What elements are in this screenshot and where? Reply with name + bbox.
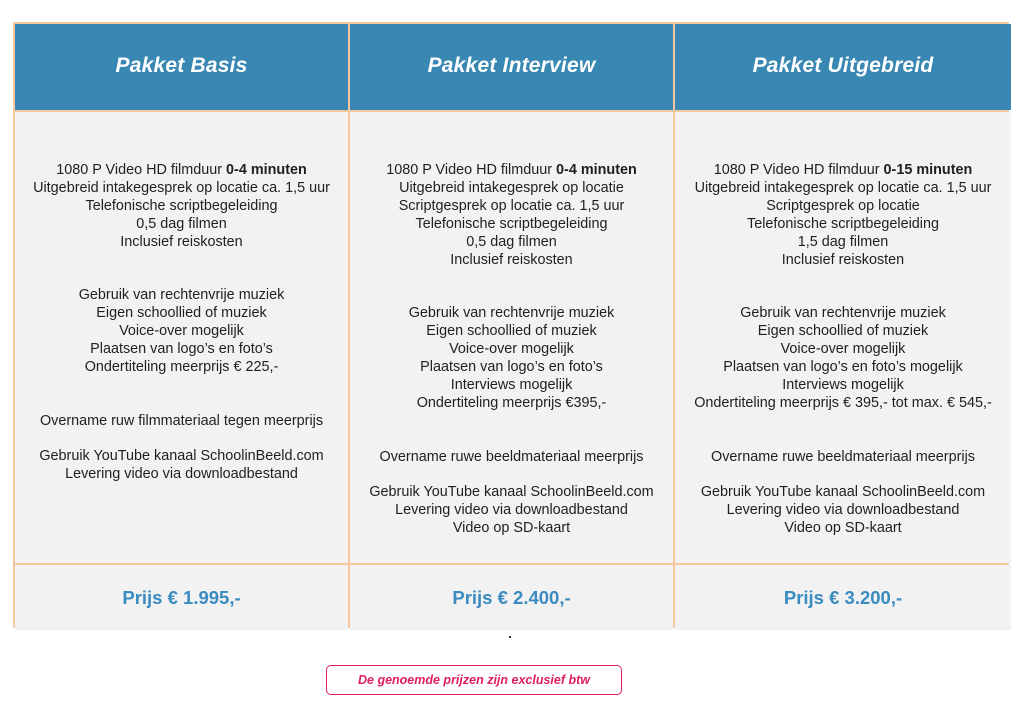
feature-line: Voice-over mogelijk [780, 341, 906, 357]
feature-line [350, 197, 673, 215]
feature-line: Gebruik YouTube kanaal SchoolinBeeld.com [700, 484, 986, 500]
header-pakket-uitgebreid [675, 24, 1011, 110]
feature-line [350, 215, 673, 233]
feature-group-3 [675, 448, 1011, 466]
header-pakket-basis [15, 24, 348, 110]
feature-line: Interviews mogelijk [782, 377, 904, 393]
feature-line: Overname ruwe beeldmateriaal meerprijs [711, 449, 975, 465]
package-title: Pakket Basis [115, 54, 248, 77]
feature-line [350, 161, 673, 179]
feature-text: Telefonische scriptbegeleiding [85, 198, 278, 214]
feature-line [675, 197, 1011, 215]
feature-line: Gebruik van rechtenvrije muziek [740, 305, 946, 321]
feature-line [675, 161, 1011, 179]
feature-text: Inclusief reiskosten [781, 252, 905, 268]
feature-group-4 [675, 483, 1011, 537]
feature-line: Video op SD-kaart [784, 520, 902, 536]
feature-group-3 [15, 412, 348, 430]
feature-line: Eigen schoollied of muziek [426, 323, 597, 339]
feature-group-2 [675, 304, 1011, 412]
feature-line [675, 251, 1011, 269]
feature-line [15, 215, 348, 233]
feature-line: Ondertiteling meerprijs € 225,- [84, 359, 279, 375]
feature-line: Eigen schoollied of muziek [757, 323, 929, 339]
feature-text: 1,5 dag filmen [797, 234, 889, 250]
features-pakket-uitgebreid [675, 112, 1011, 563]
feature-text: Scriptgesprek op locatie [766, 198, 920, 214]
feature-line: Overname ruw filmmateriaal tegen meerprijs [39, 413, 324, 429]
feature-line [15, 197, 348, 215]
feature-line: Voice-over mogelijk [119, 323, 244, 339]
feature-line [675, 233, 1011, 251]
package-title: Pakket Interview [427, 54, 596, 77]
feature-line: Levering video via downloadbestand [395, 502, 628, 518]
features-pakket-basis [15, 112, 348, 563]
price-pakket-interview [350, 565, 673, 630]
feature-line [350, 233, 673, 251]
feature-line: Ondertiteling meerprijs € 395,- tot max. € 545,- [694, 395, 992, 411]
vat-note-box [326, 665, 622, 695]
feature-group-2 [15, 286, 348, 376]
feature-line [350, 179, 673, 197]
feature-text: Scriptgesprek op locatie ca. 1,5 uur [398, 198, 625, 214]
feature-duration: 0-4 minuten [556, 162, 637, 178]
package-title: Pakket Uitgebreid [752, 54, 934, 77]
feature-group-4 [350, 483, 673, 537]
feature-group-1 [350, 161, 673, 269]
feature-text: Inclusief reiskosten [450, 252, 573, 268]
feature-group-3 [350, 448, 673, 466]
feature-line: Ondertiteling meerprijs €395,- [416, 395, 607, 411]
feature-line: Levering video via downloadbestand [726, 502, 960, 518]
feature-line: Voice-over mogelijk [449, 341, 574, 357]
feature-group-1 [675, 161, 1011, 269]
feature-group-1 [15, 161, 348, 251]
feature-text: 1080 P Video HD filmduur [713, 162, 884, 178]
vat-note-text: De genoemde prijzen zijn exclusief btw [358, 673, 590, 687]
feature-duration: 0-4 minuten [226, 162, 307, 178]
feature-text: 0,5 dag filmen [466, 234, 557, 250]
feature-line: Plaatsen van logo’s en foto’s mogelijk [723, 359, 963, 375]
feature-line: Overname ruwe beeldmateriaal meerprijs [379, 449, 644, 465]
feature-line: Gebruik YouTube kanaal SchoolinBeeld.com [39, 448, 324, 464]
feature-line: Gebruik van rechtenvrije muziek [78, 287, 285, 303]
feature-group-4 [15, 447, 348, 483]
header-pakket-interview [350, 24, 673, 110]
feature-text: Inclusief reiskosten [120, 234, 243, 250]
feature-line [15, 161, 348, 179]
feature-text: Telefonische scriptbegeleiding [415, 216, 608, 232]
feature-line [15, 233, 348, 251]
feature-group-2 [350, 304, 673, 412]
features-pakket-interview [350, 112, 673, 563]
feature-duration: 0-15 minuten [883, 162, 973, 178]
feature-line: Plaatsen van logo’s en foto’s [90, 341, 273, 357]
price-pakket-uitgebreid [675, 565, 1011, 630]
feature-line: Plaatsen van logo’s en foto’s [420, 359, 603, 375]
feature-line: Levering video via downloadbestand [65, 466, 298, 482]
feature-line: Video op SD-kaart [452, 520, 571, 536]
feature-line [15, 179, 348, 197]
feature-line [350, 251, 673, 269]
price-pakket-basis [15, 565, 348, 630]
feature-line: Gebruik YouTube kanaal SchoolinBeeld.com [369, 484, 654, 500]
feature-text: 1080 P Video HD filmduur [56, 162, 227, 178]
pricing-table [13, 22, 1009, 628]
feature-text: Uitgebreid intakegesprek op locatie [399, 180, 624, 196]
feature-line [675, 179, 1011, 197]
price-label: Prijs € 2.400,- [452, 586, 571, 608]
feature-text: Uitgebreid intakegesprek op locatie ca. 1,5 uur [694, 180, 992, 196]
feature-line: Gebruik van rechtenvrije muziek [408, 305, 615, 321]
feature-text: Telefonische scriptbegeleiding [747, 216, 939, 232]
price-label: Prijs € 3.200,- [783, 586, 903, 608]
feature-line [675, 215, 1011, 233]
feature-line: Interviews mogelijk [450, 377, 573, 393]
feature-text: Uitgebreid intakegesprek op locatie ca. 1,5 uur [33, 180, 330, 196]
feature-line: Eigen schoollied of muziek [96, 305, 267, 321]
price-label: Prijs € 1.995,- [122, 586, 241, 608]
feature-text: 1080 P Video HD filmduur [386, 162, 557, 178]
feature-text: 0,5 dag filmen [136, 216, 227, 232]
decorative-dot [509, 636, 511, 638]
